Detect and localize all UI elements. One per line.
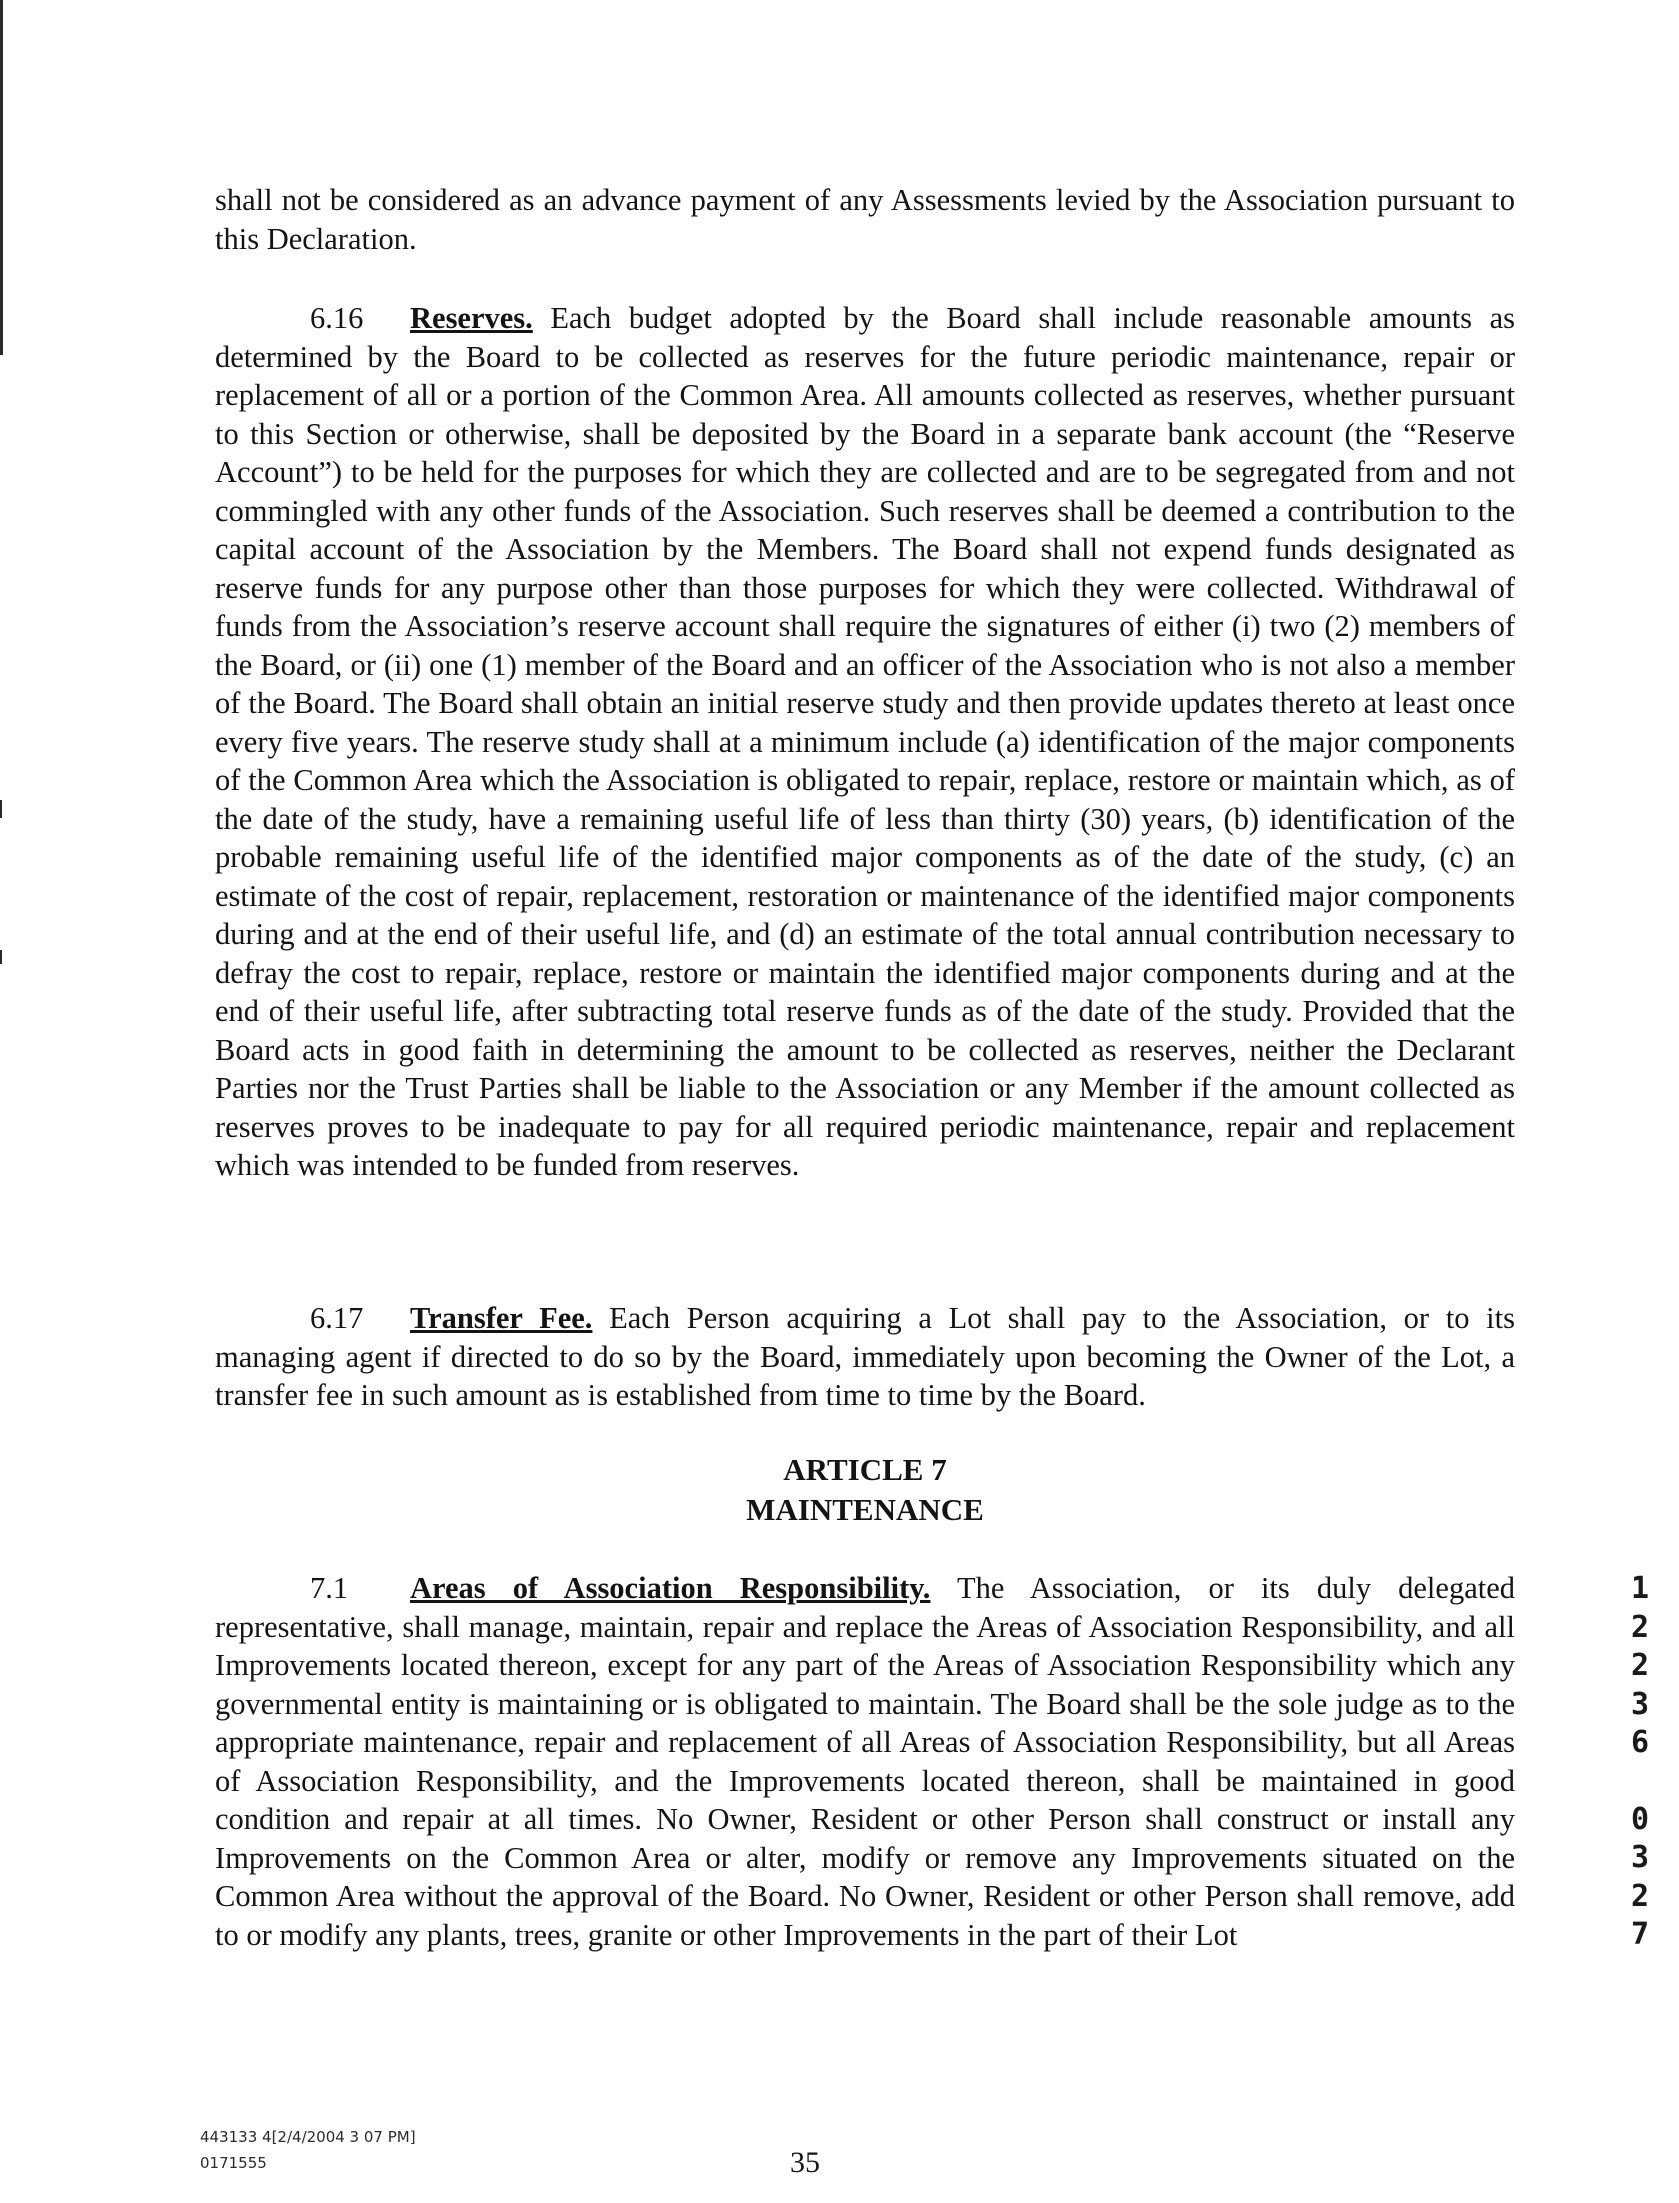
article-heading bbox=[215, 1450, 1515, 1530]
intro-text: shall not be considered as an advance payment of any Assessments levied by the Association pursuant to this Declaration. bbox=[215, 183, 1515, 256]
section-6-16-paragraph bbox=[215, 299, 1515, 1185]
stamp-digit: 2 bbox=[1630, 1609, 1650, 1645]
section-6-17-number: 6.17 bbox=[310, 1301, 364, 1335]
stamp-digit: 1 bbox=[1630, 1571, 1650, 1606]
section-7-1-body: The Association, or its duly delegated representative, shall manage, maintain, repair and replace the Areas of Association Responsibility, and all Improvements located thereon, except for any part of the Areas of Association Responsibility which any governmental entity is maintaining or is obligated to maintain. The Board shall be the sole judge as to the appropriate maintenance, repair and replacement of all Areas of Association Responsibility, but all Areas of Association Responsibility, and the Improvements located thereon, shall be maintained in good condition and repair at all times. No Owner, Resident or other Person shall construct or install any Improvements on the Common Area or alter, modify or remove any Improvements situated on the Common Area without the approval of the Board. No Owner, Resident or other Person shall remove, add to or modify any plants, trees, granite or other Improvements in the part of their Lot bbox=[215, 1571, 1515, 1952]
scan-margin-line bbox=[0, 0, 3, 355]
stamp-digit: 3 bbox=[1630, 1840, 1650, 1875]
article-title: MAINTENANCE bbox=[746, 1492, 984, 1527]
section-7-1 bbox=[215, 1569, 1515, 1954]
section-7-1-paragraph bbox=[215, 1569, 1515, 1954]
footer-codes bbox=[200, 2124, 416, 2176]
stamp-digit: 2 bbox=[1630, 1648, 1650, 1683]
stamp-gap bbox=[1620, 1763, 1660, 1801]
stamp-digit: 3 bbox=[1630, 1686, 1650, 1722]
intro-paragraph bbox=[215, 181, 1515, 258]
footer-ref-number: 0171555 bbox=[200, 2154, 267, 2172]
stamp-digit: 6 bbox=[1630, 1725, 1650, 1760]
stamp-digit: 7 bbox=[1630, 1917, 1650, 1952]
recording-stamp bbox=[1620, 1570, 1660, 1955]
section-6-16-number: 6.16 bbox=[310, 301, 364, 335]
section-6-17-body: Each Person acquiring a Lot shall pay to the Association, or to its managing agent if directed to do so by the Board, immediately upon becoming the Owner of the Lot, a transfer fee in such amount as is established from time to time by the Board. bbox=[215, 1301, 1515, 1412]
scan-margin-tick bbox=[0, 800, 2, 818]
section-6-16 bbox=[215, 299, 1515, 1185]
stamp-digit: 2 bbox=[1630, 1878, 1650, 1914]
section-7-1-number: 7.1 bbox=[310, 1571, 349, 1605]
section-6-16-body: Each budget adopted by the Board shall include reasonable amounts as determined by the Board to be collected as reserves for the future periodic maintenance, repair or replacement of all or a portion of the Common Area. All amounts collected as reserves, whether pursuant to this Section or otherwise, shall be deposited by the Board in a separate bank account (the “Reserve Account”) to be held for the purposes for which they are collected and are to be segregated from and not commingled with any other funds of the Association. Such reserves shall be deemed a contribution to the capital account of the Association by the Members. The Board shall not expend funds designated as reserve funds for any purpose other than those purposes for which they were collected. Withdrawal of funds from the Association’s reserve account shall require the signatures of either (i) two (2) members of the Board, or (ii) one (1) member of the Board and an officer of the Association who is not also a member of the Board. The Board shall obtain an initial reserve study and then provide updates thereto at least once every five years. The reserve study shall at a minimum include (a) identification of the major components of the Common Area which the Association is obligated to repair, replace, restore or maintain which, as of the date of the study, have a remaining useful life of less than thirty (30) years, (b) identification of the probable remaining useful life of the identified major components as of the date of the study, (c) an estimate of the cost of repair, replacement, restoration or maintenance of the identified major components during and at the end of their useful life, and (d) an estimate of the total annual contribution necessary to defray the cost to repair, replace, restore or maintain the identified major components during and at the end of their useful life, after subtracting total reserve funds as of the date of the study. Provided that the Board acts in good faith in determining the amount to be collected as reserves, neither the Declarant Parties nor the Trust Parties shall be liable to the Association or any Member if the amount collected as reserves proves to be inadequate to pay for all required periodic maintenance, repair and replacement which was intended to be funded from reserves. bbox=[215, 301, 1515, 1182]
scan-margin-tick bbox=[0, 950, 2, 964]
section-6-17 bbox=[215, 1299, 1515, 1415]
footer-doc-code: 443133 4[2/4/2004 3 07 PM] bbox=[200, 2128, 416, 2146]
section-6-17-title: Transfer Fee. bbox=[410, 1301, 593, 1335]
section-7-1-title: Areas of Association Responsibility. bbox=[410, 1571, 931, 1605]
stamp-digit: 0 bbox=[1630, 1801, 1650, 1837]
page-number: 35 bbox=[790, 2146, 820, 2179]
section-6-16-title: Reserves. bbox=[410, 301, 533, 335]
article-label: ARTICLE 7 bbox=[783, 1452, 947, 1487]
section-6-17-paragraph bbox=[215, 1299, 1515, 1415]
